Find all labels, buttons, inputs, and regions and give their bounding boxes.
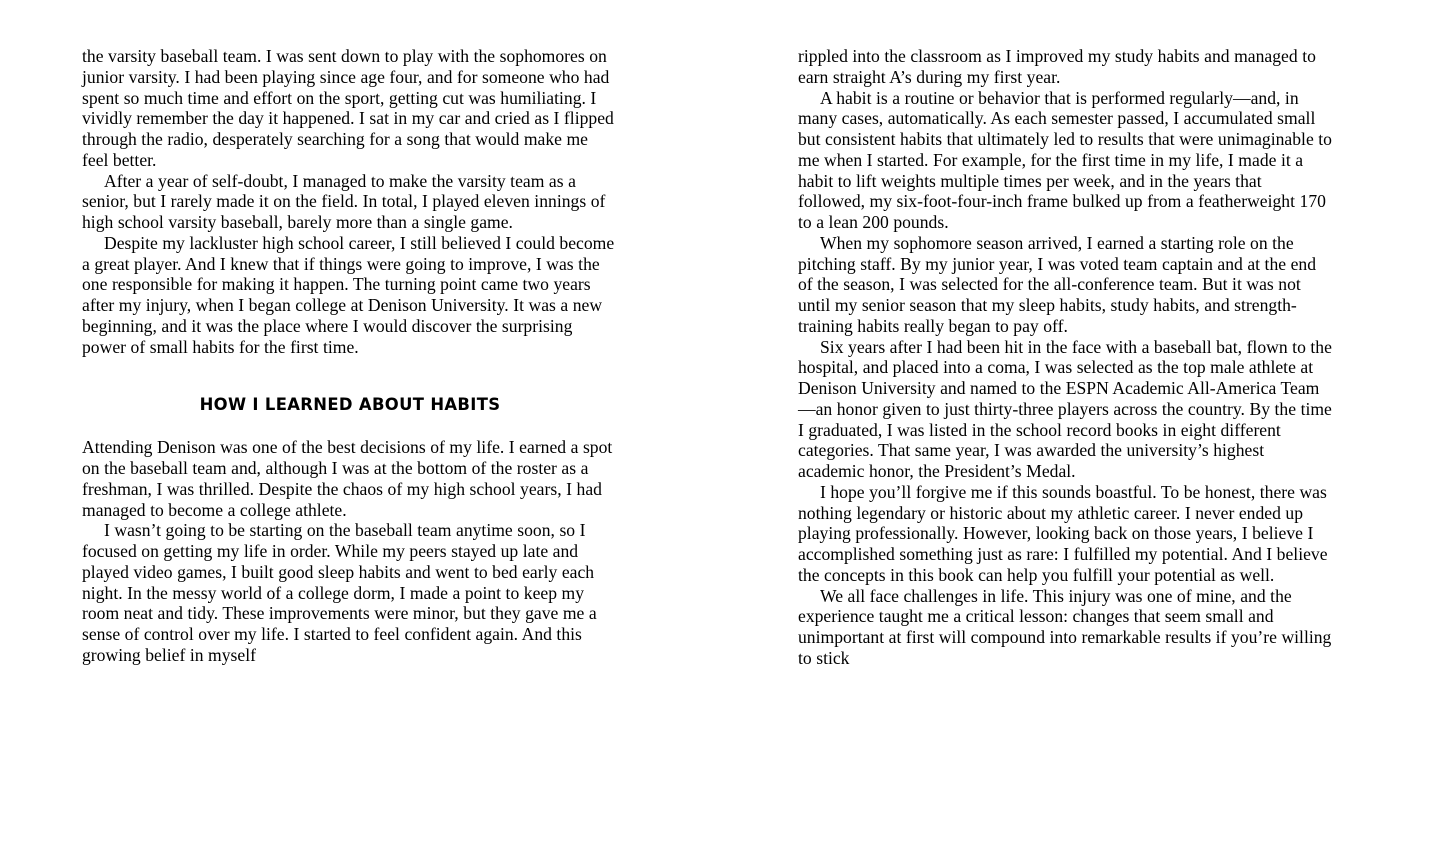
left-column-body (82, 46, 618, 666)
right-column (798, 0, 1445, 669)
paragraph: rippled into the classroom as I improved my study habits and managed to earn straight A’s during my first year. (798, 46, 1316, 87)
paragraph: When my sophomore season arrived, I earned a starting role on the pitching staff. By my junior year, I was voted team captain and at the end of the season, I was selected for the all-conference team. But it was not until my senior season that my sleep habits, study habits, and strength-training habits really began to pay off. (798, 232, 1317, 336)
paragraph: After a year of self-doubt, I managed to make the varsity team as a senior, but I rarely made it on the field. In total, I played eleven innings of high school varsity baseball, barely more than a single game. (82, 170, 606, 232)
section-heading: HOW I LEARNED ABOUT HABITS (199, 395, 501, 415)
paragraph: Attending Denison was one of the best decisions of my life. I earned a spot on the baseball team and, although I was at the bottom of the roster as a freshman, I was thrilled. Despite the chaos of my high school years, I had managed to become a college athlete. (82, 437, 613, 520)
paragraph: A habit is a routine or behavior that is performed regularly—and, in many cases, automatically. As each semester passed, I accumulated small but consistent habits that ultimately led to results that were unimaginable to me when I started. For example, for the first time in my life, I made it a habit to lift weights multiple times per week, and in the years that followed, my six-foot-four-inch frame bulked up from a featherweight 170 to a lean 200 pounds. (798, 87, 1332, 232)
paragraph: Six years after I had been hit in the face with a baseball bat, flown to the hospital, and placed into a coma, I was selected as the top male athlete at Denison University and named to the ESPN Academic All-America Team—an honor given to just thirty-three players across the country. By the time I graduated, I was listed in the school record books in eight different categories. That same year, I was awarded the university’s highest academic honor, the President’s Medal. (798, 336, 1332, 481)
heading-spacer-above (82, 357, 618, 395)
paragraph: I hope you’ll forgive me if this sounds boastful. To be honest, there was nothing legendary or historic about my athletic career. I never ended up playing professionally. However, looking back on those years, I believe I accomplished something just as rare: I fulfilled my potential. And I believe the concepts in this book can help you fulfill your potential as well. (798, 481, 1328, 585)
paragraph: the varsity baseball team. I was sent down to play with the sophomores on junior varsity. I had been playing since age four, and for someone who had spent so much time and effort on the sport, getting cut was humiliating. I vividly remember the day it happened. I sat in my car and cried as I flipped through the radio, desperately searching for a song that would make me feel better. (82, 46, 614, 170)
paragraph: Despite my lackluster high school career, I still believed I could become a great player. And I knew that if things were going to improve, I was the one responsible for making it happen. The turning point came two years after my injury, when I began college at Denison University. It was a new beginning, and it was the place where I would discover the surprising power of small habits for the first time. (82, 232, 615, 357)
left-column (0, 0, 618, 666)
right-column-body (798, 46, 1332, 669)
paragraph: We all face challenges in life. This injury was one of mine, and the experience taught me a critical lesson: changes that seem small and unimportant at first will compound into remarkable results if you’re willing to stick (798, 585, 1332, 668)
paragraph: I wasn’t going to be starting on the baseball team anytime soon, so I focused on getting my life in order. While my peers stayed up late and played video games, I built good sleep habits and went to bed early each night. In the messy world of a college dorm, I made a point to keep my room neat and tidy. These improvements were minor, but they gave me a sense of control over my life. I started to feel confident again. And this growing belief in myself (82, 520, 597, 665)
heading-spacer-below (82, 415, 618, 437)
